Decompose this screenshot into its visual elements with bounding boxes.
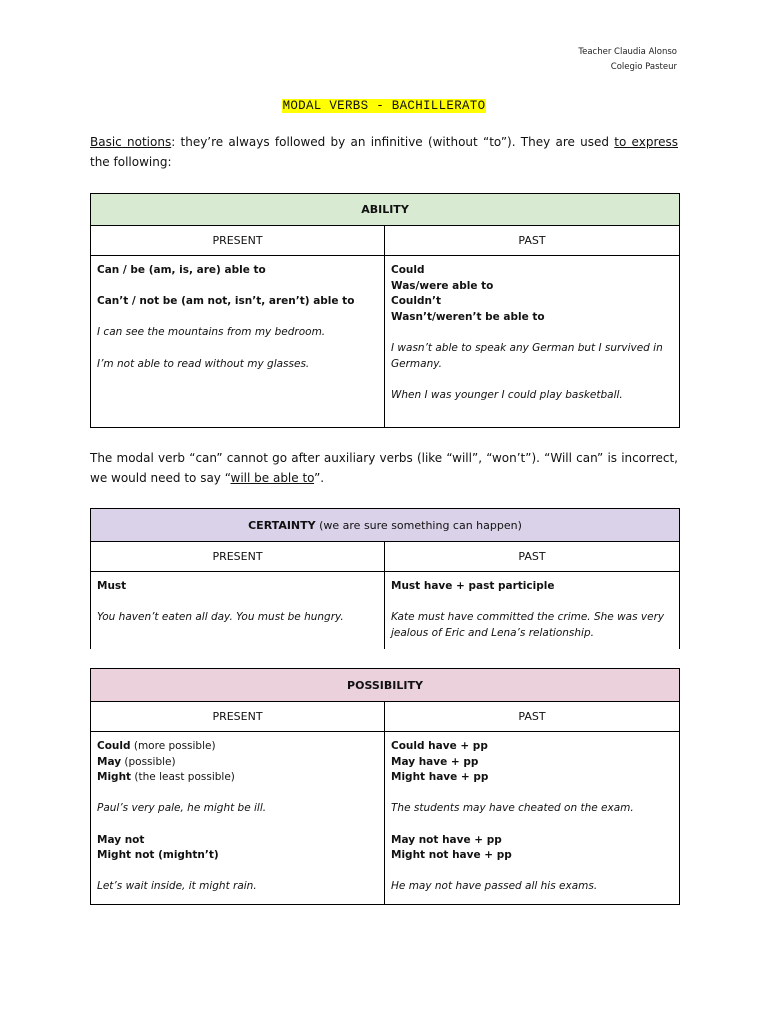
- possibility-may: May: [97, 755, 122, 768]
- school-name: Colegio Pasteur: [610, 62, 677, 72]
- possibility-present-example-2: Let’s wait inside, it might rain.: [97, 880, 257, 893]
- possibility-may-note: (possible): [121, 755, 176, 768]
- possibility-present-negative-2: Might not (mightn’t): [97, 849, 219, 862]
- possibility-past-label: PAST: [385, 702, 680, 732]
- possibility-past-negative-1: May not have + pp: [391, 833, 502, 846]
- possibility-present-negative-1: May not: [97, 833, 145, 846]
- ability-present-example-1: I can see the mountains from my bedroom.: [97, 326, 326, 339]
- document-header: [578, 45, 677, 75]
- certainty-present-cell: [91, 572, 385, 649]
- ability-past-form-4: Wasn’t/weren’t be able to: [391, 310, 545, 323]
- possibility-table: [90, 668, 680, 905]
- certainty-present-label: PRESENT: [91, 542, 385, 572]
- possibility-past-form-2: May have + pp: [391, 755, 479, 768]
- possibility-past-form-1: Could have + pp: [391, 740, 488, 752]
- possibility-could: Could: [97, 740, 131, 752]
- possibility-past-cell: [385, 732, 680, 905]
- page-title: [0, 94, 768, 113]
- certainty-table: [90, 508, 680, 649]
- certainty-past-label: PAST: [385, 542, 680, 572]
- ability-table: [90, 193, 680, 428]
- intro-lead: Basic notions: [90, 135, 172, 149]
- note-paragraph: [90, 448, 678, 488]
- possibility-heading: POSSIBILITY: [91, 669, 680, 702]
- ability-present-form-1: Can / be (am, is, are) able to: [97, 264, 266, 276]
- possibility-might-note: (the least possible): [131, 771, 235, 784]
- certainty-heading: [91, 509, 680, 542]
- possibility-may-line: [97, 755, 378, 771]
- intro-text-2: the following:: [90, 155, 172, 169]
- ability-present-label: PRESENT: [91, 226, 385, 256]
- possibility-could-note: (more possible): [130, 740, 216, 752]
- note-underlined: will be able to: [230, 471, 315, 485]
- certainty-past-example-1: Kate must have committed the crime. She was very jealous of Eric and Lena’s relationship.: [391, 611, 665, 639]
- possibility-present-example-1: Paul’s very pale, he might be ill.: [97, 802, 267, 815]
- ability-past-form-3: Couldn’t: [391, 295, 441, 308]
- possibility-might: Might: [97, 771, 132, 784]
- possibility-present-cell: [91, 732, 385, 905]
- possibility-past-example-1: The students may have cheated on the exam.: [391, 802, 634, 815]
- certainty-present-form-1: Must: [97, 580, 127, 592]
- ability-present-example-2: I’m not able to read without my glasses.: [97, 357, 310, 370]
- ability-past-example-2: When I was younger I could play basketball.: [391, 388, 623, 401]
- possibility-past-form-3: Might have + pp: [391, 771, 489, 784]
- possibility-past-example-2: He may not have passed all his exams.: [391, 880, 598, 893]
- ability-past-form-2: Was/were able to: [391, 279, 494, 292]
- note-text-2: ”.: [314, 471, 325, 485]
- ability-past-label: PAST: [385, 226, 680, 256]
- note-text-1: The modal verb “can” cannot go after auxiliary verbs (like “will”, “won’t”). “Will can” is incorrect, we would need to say “: [90, 451, 678, 485]
- possibility-past-negative-2: Might not have + pp: [391, 849, 512, 862]
- intro-underlined: to express: [614, 135, 678, 149]
- certainty-past-cell: [385, 572, 680, 649]
- ability-past-cell: [385, 256, 680, 428]
- title-text: MODAL VERBS - BACHILLERATO: [282, 99, 486, 113]
- teacher-name: Teacher Claudia Alonso: [578, 47, 677, 57]
- ability-past-example-1: I wasn’t able to speak any German but I survived in Germany.: [391, 341, 663, 370]
- possibility-present-label: PRESENT: [91, 702, 385, 732]
- ability-present-cell: [91, 256, 385, 428]
- ability-present-form-2: Can’t / not be (am not, isn’t, aren’t) able to: [97, 295, 355, 308]
- certainty-past-form-1: Must have + past participle: [391, 580, 555, 592]
- certainty-heading-text: CERTAINTY: [248, 518, 316, 532]
- intro-text-1: : they’re always followed by an infinitive (without “to”). They are used: [171, 135, 615, 149]
- ability-heading: ABILITY: [91, 194, 680, 226]
- ability-past-form-1: Could: [391, 264, 425, 276]
- certainty-heading-note: (we are sure something can happen): [315, 518, 522, 532]
- possibility-could-line: [97, 739, 378, 755]
- possibility-might-line: [97, 770, 378, 786]
- intro-paragraph: [90, 132, 678, 172]
- certainty-present-example-1: You haven’t eaten all day. You must be hungry.: [97, 611, 344, 624]
